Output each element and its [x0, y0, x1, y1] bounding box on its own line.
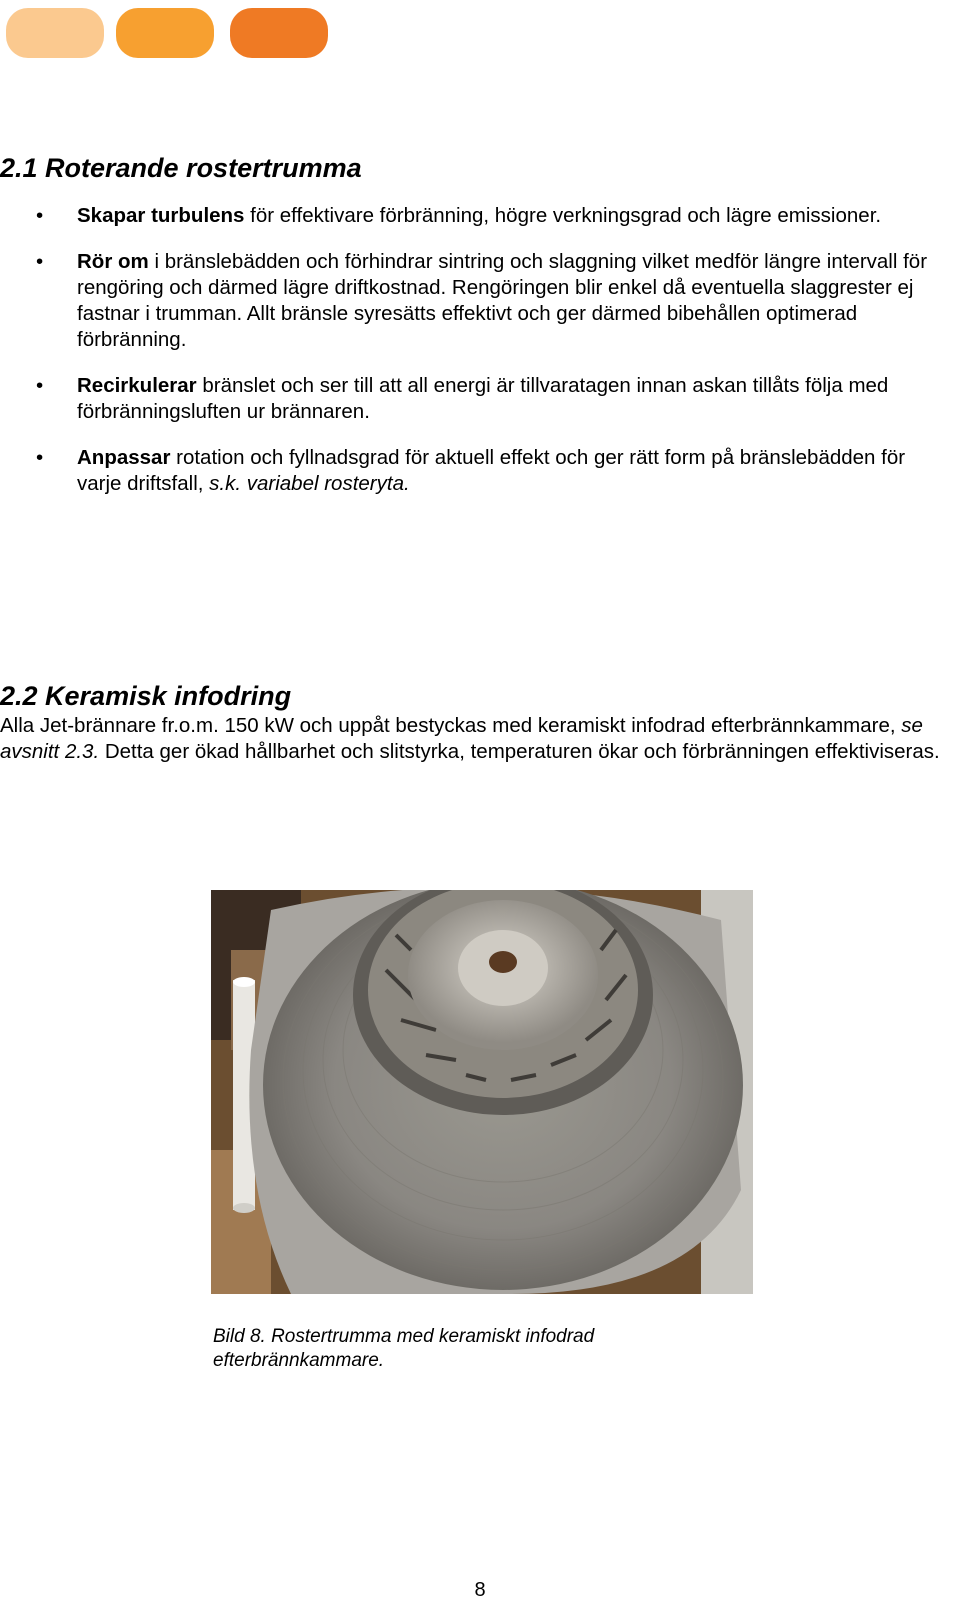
bullet-dot-icon: • [36, 374, 44, 397]
section-heading-roterande-rostertrumma: 2.1 Roterande rostertrumma [0, 153, 362, 183]
bullet-item-turbulens [0, 203, 960, 229]
section-heading-keramisk-infodring: 2.2 Keramisk infodring [0, 681, 292, 711]
bullet-keyword: Rör om [77, 250, 149, 273]
header-decoration [6, 8, 336, 58]
bullet-item-ror-om [0, 249, 960, 353]
bullet-text: rotation och fyllnadsgrad för aktuell effekt och ger rätt form på bränslebädden för varje driftsfall, [77, 446, 906, 495]
paragraph-text: Detta ger ökad hållbarhet och slitstyrka, temperaturen ökar och förbränningen effektiviseras. [99, 740, 940, 763]
rostertrumma-photo [211, 890, 753, 1294]
bullet-italic-text: s.k. variabel rosteryta. [209, 472, 410, 495]
bullet-dot-icon: • [36, 204, 44, 227]
bullet-keyword: Skapar turbulens [77, 204, 245, 227]
rostertrumma-photo-image [211, 890, 753, 1294]
paragraph-text: Alla Jet-brännare fr.o.m. 150 kW och uppåt bestyckas med keramiskt infodrad efterbrännkammare, [0, 714, 902, 737]
bullet-text: bränslet och ser till att all energi är tillvaratagen innan askan tillåts följa med förbränningsluften ur brännaren. [77, 374, 889, 423]
bullet-keyword: Recirkulerar [77, 374, 197, 397]
bullet-keyword: Anpassar [77, 446, 171, 469]
feature-bullet-list [0, 203, 960, 517]
section-paragraph-keramisk [0, 713, 950, 765]
section-reference: se avsnitt 2.3. [0, 714, 923, 763]
bullet-text: i bränslebädden och förhindrar sintring och slaggning vilket medför längre intervall för rengöring och därmed lägre driftkostnad. Rengöringen blir enkel då eventuella slaggrester ej fastnar i trumman. Allt bränsle syresätts effektivt och ger därmed bibehållen optimerad förbränning. [77, 250, 928, 351]
bullet-text: för effektivare förbränning, högre verkningsgrad och lägre emissioner. [244, 204, 882, 227]
bullet-item-recirkulerar [0, 373, 960, 425]
header-tab-dark-orange [230, 8, 328, 58]
figure-caption: Bild 8. Rostertrumma med keramiskt infodrad efterbrännkammare. [213, 1326, 595, 1371]
header-tab-light-orange [6, 8, 104, 58]
bullet-item-anpassar [0, 445, 960, 497]
bullet-dot-icon: • [36, 250, 44, 273]
header-tab-orange [116, 8, 214, 58]
bullet-dot-icon: • [36, 446, 44, 469]
page-number: 8 [474, 1579, 486, 1601]
